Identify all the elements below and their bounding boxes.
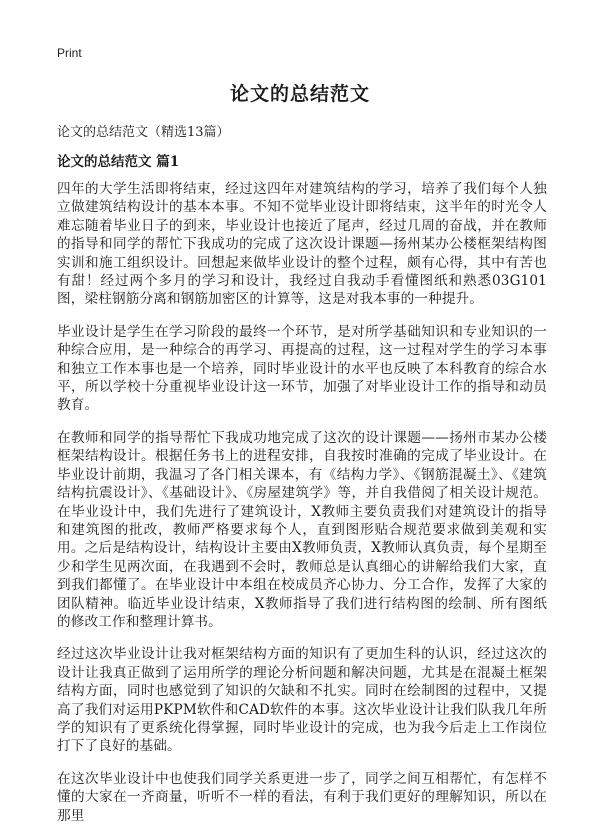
paragraph: 四年的大学生活即将结束，经过这四年对建筑结构的学习，培养了我们每个人独立做建筑结构设计的基本本事。不知不觉毕业设计即将结束，这半年的时光令人难忘随着毕业日子的到来，毕业设计也接近了尾声，经过几周的奋战，并在教师的指导和同学的帮忙下我成功的完成了这次设计课题—扬州某办公楼框架结构图实训和施工组织设计。回想起来做毕业设计的整个过程，颇有心得，其中有苦也有甜！经过两个多月的学习和设计，我经过自我动手看懂图纸和熟悉03G101图，梁柱钢筋分离和钢筋加密区的计算等，这是对我本事的一种提升。 [57, 181, 547, 308]
paragraph: 毕业设计是学生在学习阶段的最终一个环节，是对所学基础知识和专业知识的一种综合应用，是一种综合的再学习、再提高的过程，这一过程对学生的学习本事和独立工作本事也是一个培养，同时毕业设计的水平也反映了本科教育的综合水平，所以学校十分重视毕业设计这一环节，加强了对毕业设计工作的指导和动员教育。 [57, 323, 547, 414]
page-title: 论文的总结范文 [229, 83, 370, 105]
paragraph: 在教师和同学的指导帮忙下我成功地完成了这次的设计课题——扬州市某办公楼框架结构设计。根据任务书上的进程安排，自我按时准确的完成了毕业设计。在毕业设计前期，我温习了各门相关课本，有《结构力学》、《钢筋混凝土》、《建筑结构抗震设计》、《基础设计》、《房屋建筑学》等，并自我借阅了相关设计规范。在毕业设计中，我们先进行了建筑设计，X教师主要负责我们对建筑设计的指导和建筑图的批改，教师严格要求每个人，直到图形贴合规范要求做到美观和实用。之后是结构设计，结构设计主要由X教师负责，X教师认真负责，每个星期至少和学生见两次面，在我遇到不会时，教师总是认真细心的讲解给我们大家，直到我们都懂了。在毕业设计中本组在校成员齐心协力、分工合作，发挥了大家的团队精神。临近毕业设计结束，X教师指导了我们进行结构图的绘制、所有图纸的修改工作和整理计算书。 [57, 429, 547, 630]
print-link[interactable]: Print [57, 46, 82, 60]
subtitle: 论文的总结范文（精选13篇） [57, 125, 230, 140]
paragraph: 经过这次毕业设计让我对框架结构方面的知识有了更加生科的认识，经过这次的设计让我真正做到了运用所学的理论分析问题和解决问题，尤其是在混凝土框架结构方面，同时也感觉到了知识的欠缺和不扎实。同时在绘制图的过程中，又提高了我们对运用PKPM软件和CAD软件的本事。这次毕业设计让我们队我几年所学的知识有了更系统化得掌握，同时毕业设计的完成，也为我今后走上工作岗位打下了良好的基础。 [57, 646, 547, 755]
paragraph: 在这次毕业设计中也使我们同学关系更进一步了，同学之间互相帮忙，有怎样不懂的大家在一齐商量，听听不一样的看法，有利于我们更好的理解知识，所以在那里 [57, 770, 547, 824]
article-body [57, 180, 547, 828]
section-heading: 论文的总结范文 篇1 [57, 154, 180, 170]
